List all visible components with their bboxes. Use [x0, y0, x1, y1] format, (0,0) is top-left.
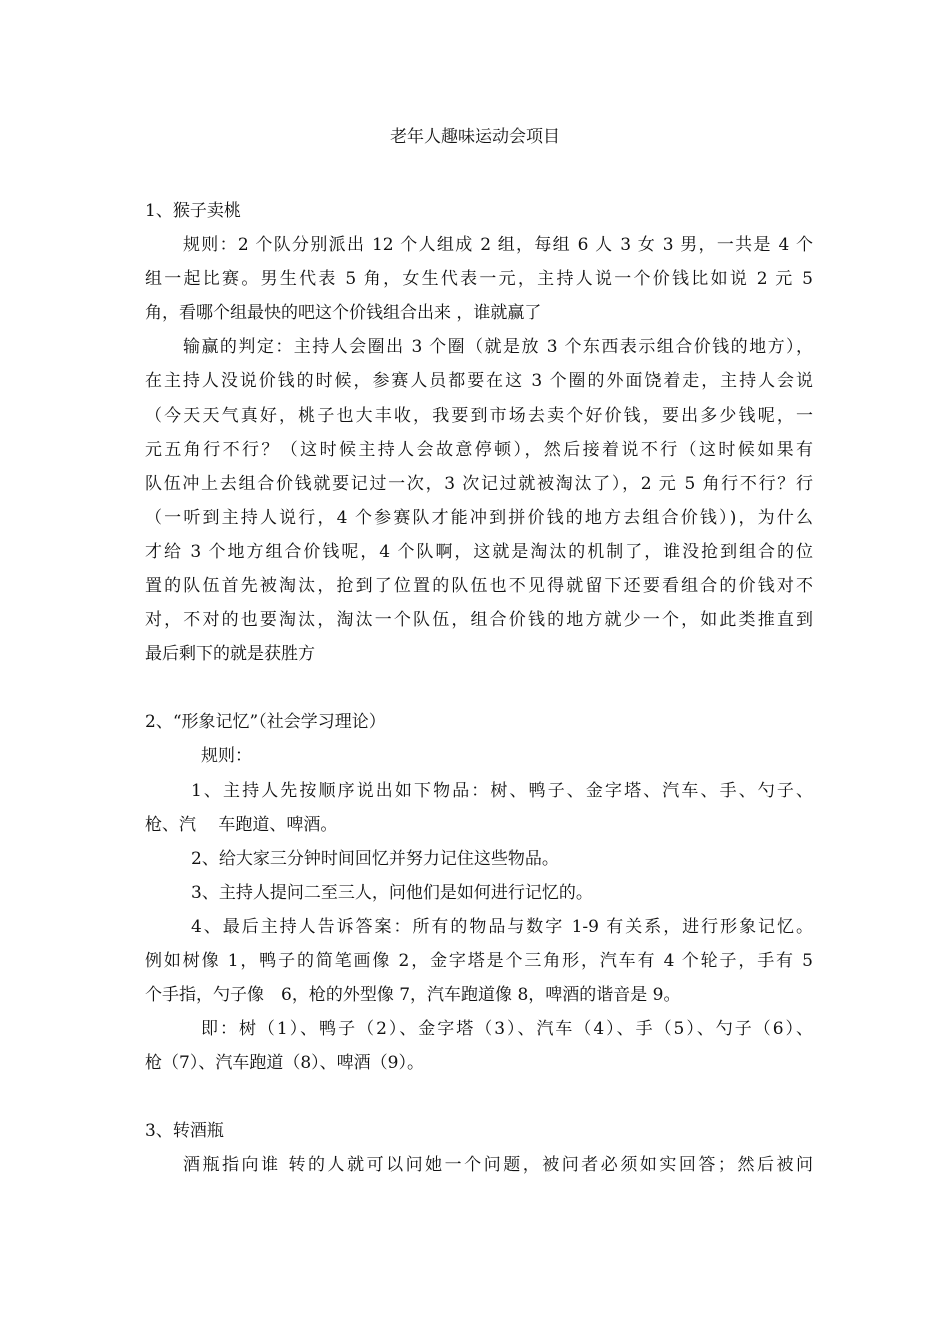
document-body	[145, 194, 813, 1183]
paragraph-line: 角，看哪个组最快的吧这个价钱组合出来 ，谁就赢了	[145, 303, 542, 324]
document-title: 老年人趣味运动会项目	[390, 127, 560, 147]
paragraph-line: 对，不对的也要淘汰，淘汰一个队伍，组合价钱的地方就少一个，如此类推直到	[145, 610, 813, 631]
section-heading-image-memory: 2、“形象记忆”（社会学习理论）	[145, 712, 386, 733]
paragraph-line: 才给 3 个地方组合价钱呢，4 个队啊，这就是淘汰的机制了，谁没抢到组合的位	[145, 541, 813, 562]
paragraph-line: 2、给大家三分钟时间回忆并努力记住这些物品。	[191, 848, 559, 869]
paragraph-line: 枪、汽 车跑道、啤酒。	[145, 814, 338, 835]
paragraph-line: （一听到主持人说行，4 个参赛队才能冲到拼价钱的地方去组合价钱）)，为什么	[145, 507, 813, 528]
paragraph-line: 置的队伍首先被淘汰，抢到了位置的队伍也不见得就留下还要看组合的价钱对不	[145, 576, 813, 597]
paragraph-line: 3、主持人提问二至三人，问他们是如何进行记忆的。	[191, 882, 593, 903]
paragraph-line: 例如树像 1，鸭子的简笔画像 2，金字塔是个三角形，汽车有 4 个轮子，手有 5	[145, 950, 813, 971]
paragraph-line: 队伍冲上去组合价钱就要记过一次，3 次记过就被淘汰了），2 元 5 角行不行？行	[145, 473, 813, 494]
section-spacer	[145, 671, 813, 705]
paragraph-line: 即：树（1）、鸭子（2）、金字塔（3）、汽车（4）、手（5）、勺子（6）、	[201, 1019, 813, 1040]
paragraph-line: 最后剩下的就是获胜方	[145, 644, 315, 665]
section-heading-spin-bottle: 3、转酒瓶	[145, 1121, 224, 1142]
paragraph-line: 枪（7）、汽车跑道（8）、啤酒（9）。	[145, 1053, 424, 1074]
paragraph-line: 1、主持人先按顺序说出如下物品：树、鸭子、金字塔、汽车、手、勺子、	[191, 780, 813, 801]
paragraph-line: 输赢的判定：主持人会圈出 3 个圈（就是放 3 个东西表示组合价钱的地方），	[183, 337, 813, 358]
section-spacer	[145, 1080, 813, 1114]
paragraph-line: 个手指，勺子像 6，枪的外型像 7，汽车跑道像 8，啤酒的谐音是 9。	[145, 985, 681, 1006]
paragraph-line: （今天天气真好，桃子也大丰收，我要到市场去卖个好价钱，要出多少钱呢，一	[145, 405, 813, 426]
paragraph-line: 规则：	[201, 746, 252, 767]
paragraph-line: 组一起比赛。男生代表 5 角，女生代表一元，主持人说一个价钱比如说 2 元 5	[145, 269, 813, 290]
section-heading-monkey-peach: 1、猴子卖桃	[145, 201, 241, 221]
paragraph-line: 元五角行不行？（这时候主持人会故意停顿），然后接着说不行（这时候如果有	[145, 439, 813, 460]
paragraph-line: 酒瓶指向谁 转的人就可以问她一个问题，被问者必须如实回答；然后被问	[183, 1155, 813, 1176]
paragraph-line: 在主持人没说价钱的时候，参赛人员都要在这 3 个圈的外面饶着走，主持人会说	[145, 371, 813, 392]
paragraph-line: 4、最后主持人告诉答案：所有的物品与数字 1-9 有关系，进行形象记忆。	[191, 916, 813, 937]
paragraph-line: 规则：2 个队分别派出 12 个人组成 2 组，每组 6 人 3 女 3 男，一共是 4 个	[183, 235, 813, 256]
